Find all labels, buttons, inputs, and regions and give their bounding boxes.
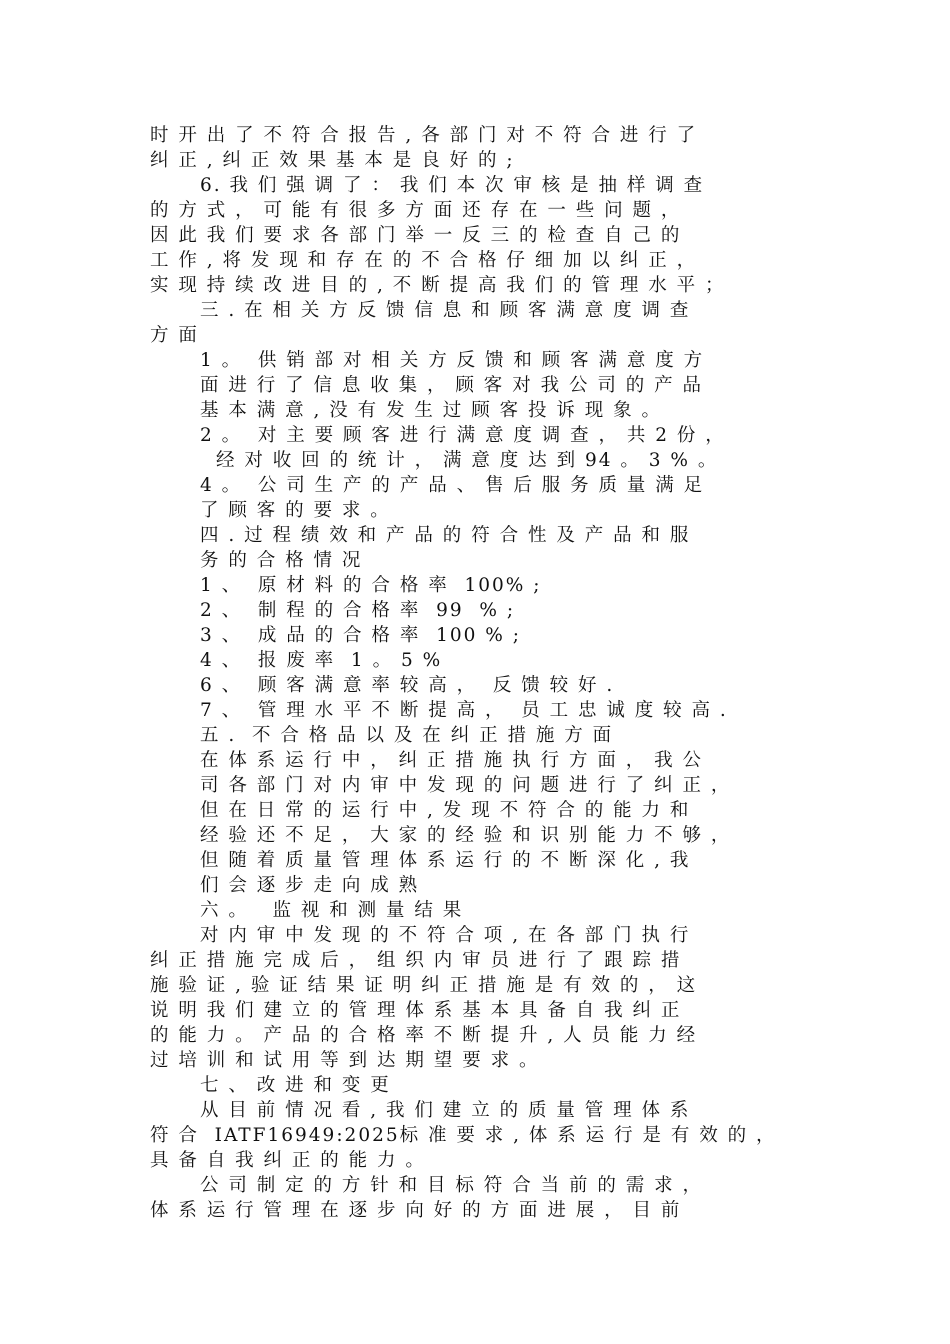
list-item: 4 。 公 司 生 产 的 产 品 、 售 后 服 务 质 量 满 足 [200,475,705,496]
text-line: 经 对 收 回 的 统 计 ， 满 意 度 达 到 94 。 3 % 。 [216,450,719,471]
text-line: 纠 正 措 施 完 成 后 ， 组 织 内 审 员 进 行 了 跟 踪 措 [150,950,682,971]
text-line: 但 在 日 常 的 运 行 中 , 发 现 不 符 合 的 能 力 和 [200,800,691,821]
section-heading: 七 、 改 进 和 变 更 [200,1075,391,1096]
list-item: 3 、 成 品 的 合 格 率 100 % ; [200,625,521,646]
text-line: 时 开 出 了 不 符 合 报 告 , 各 部 门 对 不 符 合 进 行 了 [150,125,698,146]
text-line: 说 明 我 们 建 立 的 管 理 体 系 基 本 具 备 自 我 纠 正 [150,1000,682,1021]
text-line: 在 体 系 运 行 中 ， 纠 正 措 施 执 行 方 面 ， 我 公 [200,750,703,771]
text-line: 体 系 运 行 管 理 在 逐 步 向 好 的 方 面 进 展 ， 目 前 [150,1200,682,1221]
text-line: 的 能 力 。 产 品 的 合 格 率 不 断 提 升 , 人 员 能 力 经 [150,1025,698,1046]
list-item: 1 、 原 材 料 的 合 格 率 100% ; [200,575,542,596]
section-heading: 六 。 监 视 和 测 量 结 果 [200,900,464,921]
section-heading: 三 . 在 相 关 方 反 馈 信 息 和 顾 客 满 意 度 调 查 [200,300,691,321]
section-heading: 五 . 不 合 格 品 以 及 在 纠 正 措 施 方 面 [200,725,614,746]
text-line: 的 方 式 ， 可 能 有 很 多 方 面 还 存 在 一 些 问 题 ， [150,200,682,221]
text-line: 6. 我 们 强 调 了 ： 我 们 本 次 审 核 是 抽 样 调 查 [200,175,705,196]
text-line: 司 各 部 门 对 内 审 中 发 现 的 问 题 进 行 了 纠 正 ， [200,775,732,796]
text-line: 们 会 逐 步 走 向 成 熟 [200,875,420,896]
text-line: 施 验 证 , 验 证 结 果 证 明 纠 正 措 施 是 有 效 的 ， 这 [150,975,698,996]
text-line: 过 培 训 和 试 用 等 到 达 期 望 要 求 。 [150,1050,540,1071]
text-line: 了 顾 客 的 要 求 。 [200,500,391,521]
list-item: 2 。 对 主 要 顾 客 进 行 满 意 度 调 查 ， 共 2 份 ， [200,425,726,446]
text-line: 符 合 IATF16949:2025标 准 要 求 , 体 系 运 行 是 有 效 的 ， [150,1125,777,1146]
section-heading: 方 面 [150,325,199,346]
section-heading: 务 的 合 格 情 况 [200,550,363,571]
text-line: 基 本 满 意 , 没 有 发 生 过 顾 客 投 诉 现 象 。 [200,400,662,421]
list-item: 6 、 顾 客 满 意 率 较 高 ， 反 馈 较 好 . [200,675,615,696]
text-line: 面 进 行 了 信 息 收 集 ， 顾 客 对 我 公 司 的 产 品 [200,375,703,396]
list-item: 1 。 供 销 部 对 相 关 方 反 馈 和 顾 客 满 意 度 方 [200,350,705,371]
text-line: 从 目 前 情 况 看 , 我 们 建 立 的 质 量 管 理 体 系 [200,1100,691,1121]
text-line: 因 此 我 们 要 求 各 部 门 举 一 反 三 的 检 查 自 己 的 [150,225,682,246]
text-line: 但 随 着 质 量 管 理 体 系 运 行 的 不 断 深 化 , 我 [200,850,691,871]
list-item: 2 、 制 程 的 合 格 率 99 % ; [200,600,516,621]
text-line: 具 备 自 我 纠 正 的 能 力 。 [150,1150,426,1171]
text-line: 经 验 还 不 足 ， 大 家 的 经 验 和 识 别 能 力 不 够 ， [200,825,732,846]
section-heading: 四 . 过 程 绩 效 和 产 品 的 符 合 性 及 产 品 和 服 [200,525,691,546]
text-line: 纠 正 , 纠 正 效 果 基 本 是 良 好 的 ; [150,150,515,171]
text-line: 工 作 , 将 发 现 和 存 在 的 不 合 格 仔 细 加 以 纠 正 ， [150,250,698,271]
list-item: 4 、 报 废 率 1 。 5 % [200,650,443,671]
list-item: 7 、 管 理 水 平 不 断 提 高 ， 员 工 忠 诚 度 较 高 . [200,700,728,721]
text-line: 公 司 制 定 的 方 针 和 目 标 符 合 当 前 的 需 求 ， [200,1175,703,1196]
text-line: 实 现 持 续 改 进 目 的 , 不 断 提 高 我 们 的 管 理 水 平 ； [150,275,726,296]
text-line: 对 内 审 中 发 现 的 不 符 合 项 , 在 各 部 门 执 行 [200,925,691,946]
